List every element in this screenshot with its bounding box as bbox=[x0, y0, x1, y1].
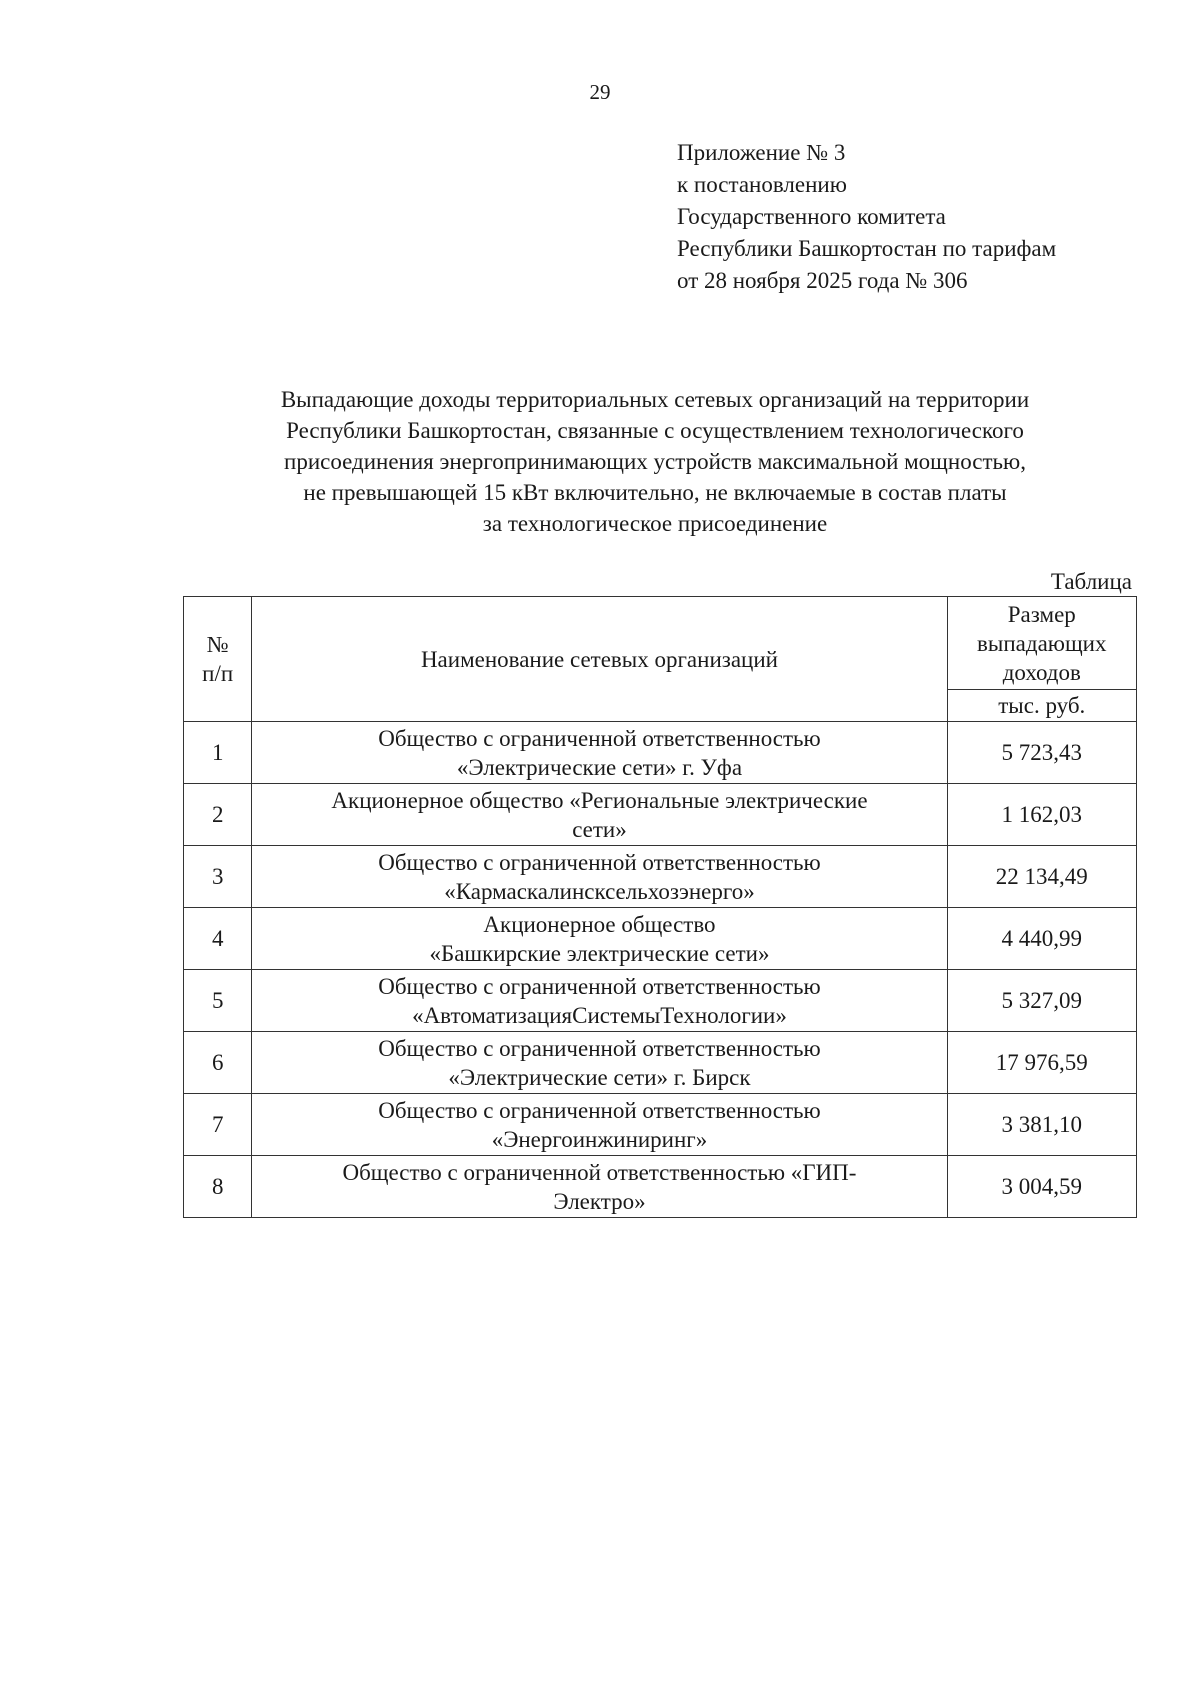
title-line: Выпадающие доходы территориальных сетевых организаций на территории bbox=[280, 387, 1030, 412]
cell-name-line1: Общество с ограниченной ответственностью bbox=[378, 973, 821, 999]
document-title bbox=[200, 384, 1110, 539]
cell-name-line2: Электро» bbox=[553, 1188, 646, 1214]
title-line: Республики Башкортостан, связанные с осуществлением технологического bbox=[286, 418, 1024, 443]
cell-name bbox=[252, 1094, 947, 1156]
title-line: за технологическое присоединение bbox=[482, 511, 828, 536]
title-line: присоединения энергопринимающих устройств максимальной мощностью, bbox=[284, 449, 1026, 474]
cell-name bbox=[252, 784, 947, 846]
header-value-line1: Размер bbox=[1007, 601, 1076, 627]
cell-number: 8 bbox=[184, 1156, 252, 1218]
cell-value: 17 976,59 bbox=[947, 1032, 1136, 1094]
header-value bbox=[947, 597, 1136, 690]
cell-name bbox=[252, 1032, 947, 1094]
header-number bbox=[184, 597, 252, 722]
cell-name-line1: Общество с ограниченной ответственностью «ГИП- bbox=[342, 1159, 857, 1185]
cell-name-line1: Общество с ограниченной ответственностью bbox=[378, 725, 821, 751]
header-name: Наименование сетевых организаций bbox=[252, 597, 947, 722]
appendix-line: к постановлению bbox=[677, 172, 847, 197]
header-value-line2: выпадающих bbox=[977, 630, 1107, 656]
cell-value: 5 327,09 bbox=[947, 970, 1136, 1032]
page-number: 29 bbox=[589, 80, 611, 104]
appendix-line: от 28 ноября 2025 года № 306 bbox=[677, 268, 968, 293]
cell-value: 1 162,03 bbox=[947, 784, 1136, 846]
cell-name-line2: «Башкирские электрические сети» bbox=[429, 940, 770, 966]
cell-name bbox=[252, 1156, 947, 1218]
appendix-line: Республики Башкортостан по тарифам bbox=[677, 236, 1057, 261]
cell-number: 1 bbox=[184, 722, 252, 784]
table-row bbox=[184, 970, 1137, 1032]
table-row bbox=[184, 1156, 1137, 1218]
table-row bbox=[184, 1032, 1137, 1094]
cell-number: 7 bbox=[184, 1094, 252, 1156]
cell-name bbox=[252, 908, 947, 970]
cell-name bbox=[252, 722, 947, 784]
cell-name bbox=[252, 846, 947, 908]
cell-name-line1: Общество с ограниченной ответственностью bbox=[378, 849, 821, 875]
cell-name-line2: «Электрические сети» г. Бирск bbox=[448, 1064, 751, 1090]
table-row bbox=[184, 1094, 1137, 1156]
cell-name bbox=[252, 970, 947, 1032]
header-number-line1: № bbox=[206, 632, 229, 657]
cell-value: 4 440,99 bbox=[947, 908, 1136, 970]
cell-name-line2: «Кармаскалинсксельхозэнерго» bbox=[444, 878, 755, 904]
cell-name-line2: «Электрические сети» г. Уфа bbox=[456, 754, 743, 780]
cell-value: 22 134,49 bbox=[947, 846, 1136, 908]
appendix-line: Государственного комитета bbox=[677, 204, 946, 229]
cell-name-line2: «АвтоматизацияСистемыТехнологии» bbox=[412, 1002, 787, 1028]
cell-number: 5 bbox=[184, 970, 252, 1032]
cell-name-line1: Общество с ограниченной ответственностью bbox=[378, 1035, 821, 1061]
appendix-block bbox=[677, 137, 1056, 297]
table-row bbox=[184, 908, 1137, 970]
header-value-line3: доходов bbox=[1002, 659, 1081, 685]
table-row bbox=[184, 784, 1137, 846]
cell-value: 3 004,59 bbox=[947, 1156, 1136, 1218]
cell-value: 5 723,43 bbox=[947, 722, 1136, 784]
cell-name-line1: Акционерное общество bbox=[483, 911, 716, 937]
appendix-line: Приложение № 3 bbox=[677, 140, 846, 165]
header-unit: тыс. руб. bbox=[947, 690, 1136, 722]
header-number-line2: п/п bbox=[202, 661, 234, 686]
table-row bbox=[184, 846, 1137, 908]
cell-name-line2: «Энергоинжиниринг» bbox=[491, 1126, 708, 1152]
title-line: не превышающей 15 кВт включительно, не включаемые в состав платы bbox=[303, 480, 1007, 505]
cell-value: 3 381,10 bbox=[947, 1094, 1136, 1156]
table-header-row bbox=[184, 597, 1137, 690]
table-caption: Таблица bbox=[1050, 569, 1132, 594]
cell-number: 4 bbox=[184, 908, 252, 970]
revenue-table bbox=[183, 596, 1137, 1218]
table-row bbox=[184, 722, 1137, 784]
cell-number: 2 bbox=[184, 784, 252, 846]
cell-name-line1: Акционерное общество «Региональные электрические bbox=[331, 787, 868, 813]
cell-number: 3 bbox=[184, 846, 252, 908]
cell-name-line2: сети» bbox=[572, 816, 627, 842]
cell-number: 6 bbox=[184, 1032, 252, 1094]
cell-name-line1: Общество с ограниченной ответственностью bbox=[378, 1097, 821, 1123]
